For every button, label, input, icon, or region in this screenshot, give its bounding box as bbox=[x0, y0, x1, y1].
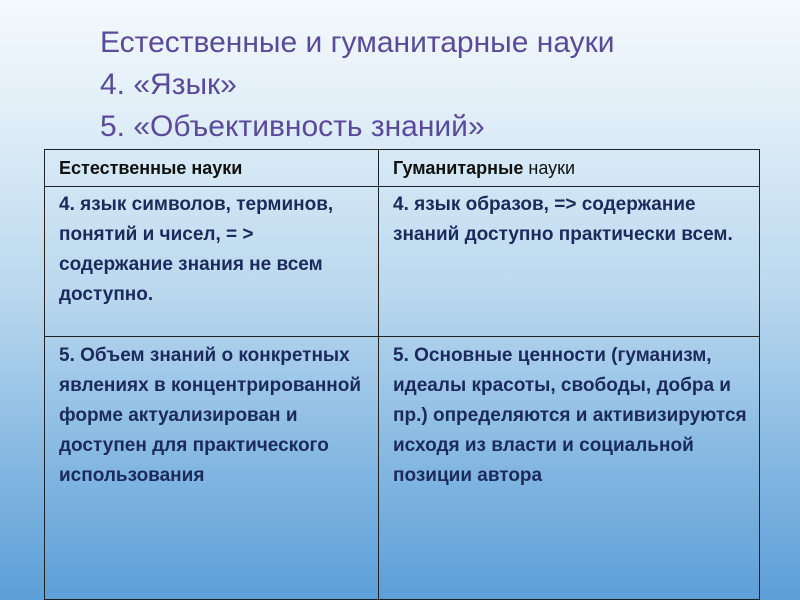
cell-natural-language: 4. язык символов, терминов, понятий и чисел, = > содержание знания не всем доступно. bbox=[45, 187, 379, 337]
table-header-row bbox=[45, 150, 760, 187]
cell-humanitarian-language: 4. язык образов, => содержание знаний доступно практически всем. bbox=[379, 187, 760, 337]
comparison-table bbox=[44, 149, 760, 600]
slide-title bbox=[100, 22, 780, 148]
cell-natural-objectivity: 5. Объем знаний о конкретных явлениях в концентрированной форме актуализирован и доступен для практического использования bbox=[45, 337, 379, 600]
title-line-language: 4. «Язык» bbox=[100, 68, 237, 101]
table-row bbox=[45, 187, 760, 337]
header-natural-label: Естественные науки bbox=[59, 157, 243, 178]
title-line-topic: Естественные и гуманитарные науки bbox=[100, 26, 615, 59]
header-humanitarian-rest-label: науки bbox=[523, 157, 576, 178]
header-humanitarian-sciences bbox=[379, 150, 760, 187]
table-row bbox=[45, 337, 760, 600]
cell-humanitarian-objectivity: 5. Основные ценности (гуманизм, идеалы красоты, свободы, добра и пр.) определяются и активизируются исходя из власти и социальной позиции автора bbox=[379, 337, 760, 600]
header-natural-sciences bbox=[45, 150, 379, 187]
header-humanitarian-bold-label: Гуманитарные bbox=[393, 157, 524, 178]
title-line-objectivity: 5. «Объективность знаний» bbox=[100, 110, 485, 143]
